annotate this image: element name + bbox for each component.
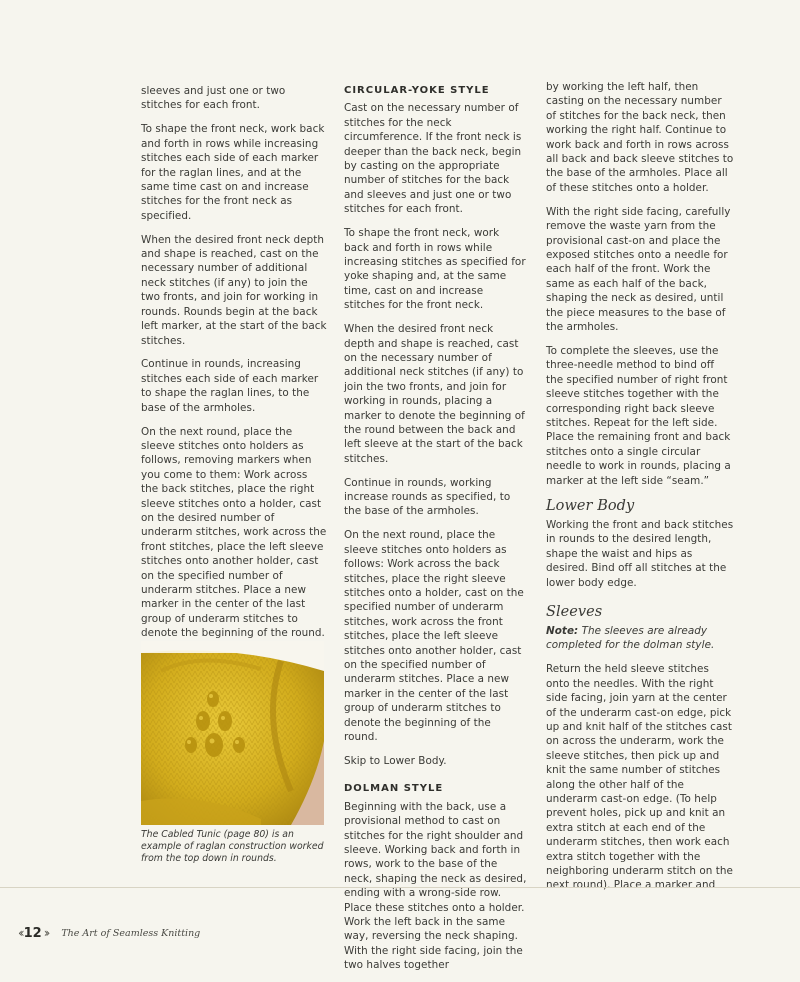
photo-caption: The Cabled Tunic (page 80) is an example of raglan construction worked from the top down in rounds. xyxy=(141,829,324,864)
paragraph: When the desired front neck depth and shape is reached, cast on the necessary number of additional neck stitches (if any) to join the two fronts, and join for working in rounds, placing a marker to denote the beginning of the round between the back and left sleeve at the start of the back stitches. xyxy=(344,323,525,465)
note xyxy=(546,624,734,653)
left-ornament-icon: ‹‹ xyxy=(18,926,22,940)
paragraph: by working the left half, then casting on the necessary number of stitches for the back neck, then working the right half. Continue to work back and forth in rows across all back and back sleeve stitches to the base of the armholes. Place all of these stitches onto a holder. xyxy=(546,81,734,194)
running-title: The Art of Seamless Knitting xyxy=(61,927,201,939)
paragraph: With the right side facing, carefully remove the waste yarn from the provisional cast-on and place the exposed stitches onto a needle for each half of the front. Work the same as each half of the back, shaping the neck as desired, until the piece measures to the base of the armholes. xyxy=(546,205,731,333)
text-column-3 xyxy=(546,80,734,902)
footer-divider xyxy=(0,887,800,888)
paragraph: Working the front and back stitches in rounds to the desired length, shape the waist and hips as desired. Bind off all stitches at the lower body edge. xyxy=(546,518,734,589)
paragraph: On the next round, place the sleeve stitches onto holders as follows, removing markers when you come to them: Work across the back stitches, place the right sleeve stitches onto a holder, cast on the desired number of underarm stitches, work across the front stitches, place the left sleeve stitches onto another holder, cast on the specified number of underarm stitches. Place a new marker in the center of the last group of underarm stitches to denote the beginning of the round. xyxy=(141,425,327,640)
paragraph: To shape the front neck, work back and forth in rows while increasing stitches each side of each marker for the raglan lines, and at the same time cast on and increase stitches for the front neck as specified. xyxy=(141,123,325,222)
section-subheading: CIRCULAR-YOKE STYLE xyxy=(344,85,490,96)
page-number-badge xyxy=(18,926,47,941)
paragraph: Beginning with the back, use a provisional method to cast on stitches for the right shoulder and sleeve. Working back and forth in rows, work to the base of the neck, shaping the neck as desired, ending with a wrong-side row. Place these stitches onto a holder. Work the left back in the same way, reversing the neck shaping. With the right side facing, join the two halves together xyxy=(344,800,527,972)
section-subheading: DOLMAN STYLE xyxy=(344,783,444,795)
section-heading-lower-body: Lower Body xyxy=(546,497,635,514)
paragraph: sleeves and just one or two stitches for each front. xyxy=(141,85,286,112)
page-number: 12 xyxy=(23,925,42,941)
text-column-1 xyxy=(141,84,327,674)
right-ornament-icon: ›› xyxy=(43,926,48,940)
knitted-sweater-photo xyxy=(141,641,324,825)
paragraph: Skip to Lower Body. xyxy=(344,754,447,767)
paragraph: To complete the sleeves, use the three-needle method to bind off the specified number of right front sleeve stitches together with the corresponding right back sleeve stitches. Repeat for the left side. Place the remaining front and back stitches onto a single circular needle to work in rounds, placing a marker at the left side “seam.” xyxy=(546,344,731,487)
paragraph: On the next round, place the sleeve stitches onto holders as follows: Work across the back stitches, place the right sleeve stitches onto a holder, cast on the specified number of underarm stitches, work across the front stitches, place the left sleeve stitches onto another holder, cast on the specified number of underarm stitches. Place a new marker in the center of the last group of underarm stitches to denote the beginning of the round. xyxy=(344,529,524,744)
section-heading-sleeves: Sleeves xyxy=(546,604,603,620)
paragraph: To shape the front neck, work back and forth in rows while increasing stitches as specified for yoke shaping and, at the same time, cast on and increase stitches for the front neck. xyxy=(344,227,526,312)
sweater-illustration xyxy=(141,641,324,825)
text-column-2 xyxy=(344,84,527,982)
paragraph: Return the held sleeve stitches onto the needles. With the right side facing, join yarn at the center of the underarm cast-on edge, pick up and knit half of the stitches cast on across the underarm, work the sleeve stitches, then pick up and knit the same number of stitches along the other half of the underarm cast-on edge. (To help prevent holes, pick up and knit an extra stitch at each end of the underarm stitches, then work each extra stitch together with the neighboring underarm stitch on the next round). Place a marker and xyxy=(546,663,734,892)
paragraph: Continue in rounds, increasing stitches each side of each marker to shape the raglan lines, to the base of the armholes. xyxy=(141,358,319,414)
note-label: Note: xyxy=(546,625,579,637)
page-footer xyxy=(18,922,200,944)
paragraph: Cast on the necessary number of stitches for the neck circumference. If the front neck is deeper than the back neck, begin by casting on the appropriate number of stitches for the back and sleeves and just one or two stitches for each front. xyxy=(344,102,522,216)
paragraph: Continue in rounds, working increase rounds as specified, to the base of the armholes. xyxy=(344,476,511,518)
note-text: The sleeves are already completed for the dolman style. xyxy=(546,625,715,652)
paragraph: When the desired front neck depth and shape is reached, cast on the necessary number of additional neck stitches (if any) to join the two fronts, and join for working in rounds. Rounds begin at the back left marker, at the start of the back stitches. xyxy=(141,233,327,347)
